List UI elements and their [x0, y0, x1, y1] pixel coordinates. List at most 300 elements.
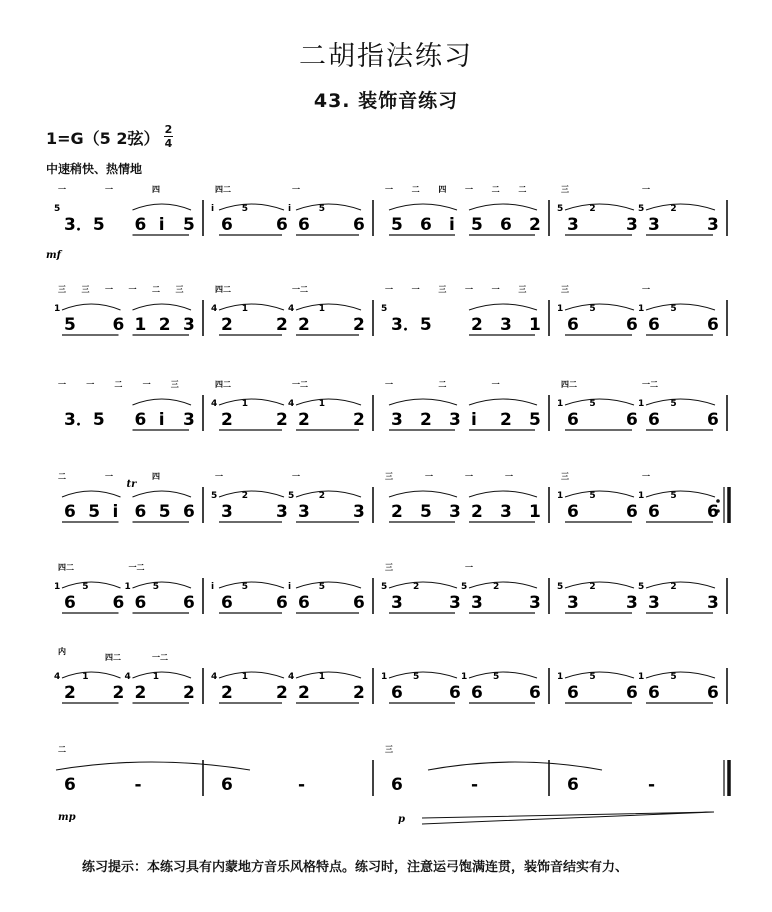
page-title: 二胡指法练习: [299, 41, 473, 72]
fingering-mark: 四二: [58, 563, 74, 572]
note: 6: [221, 215, 233, 235]
note: 2: [276, 315, 288, 335]
fingering-mark: 四二: [215, 185, 231, 194]
slur: [646, 672, 715, 678]
grace-note: 1: [638, 491, 645, 501]
grace-note: 4: [288, 672, 295, 682]
slur: [296, 204, 361, 210]
note: -: [471, 775, 479, 795]
slur: [296, 672, 361, 678]
note: 6: [567, 683, 579, 703]
slur: [296, 399, 361, 405]
slur: [219, 491, 284, 497]
note: 2: [298, 683, 310, 703]
fingering-mark: 一: [642, 472, 650, 481]
grace-note: 4: [288, 399, 295, 409]
slur: [219, 672, 284, 678]
grace-note: 5: [589, 399, 596, 409]
slur: [389, 204, 457, 210]
slur: [646, 491, 715, 497]
practice-hint: 练习提示：本练习具有内蒙地方音乐风格特点。练习时，注意运弓饱满连贯，装饰音结实有力、: [82, 860, 629, 875]
note: 6: [353, 593, 365, 613]
fingering-mark: 一: [105, 285, 113, 294]
slur: [219, 304, 284, 310]
grace-note: 5: [670, 491, 677, 501]
note: 6: [648, 683, 660, 703]
note: 6: [648, 502, 660, 522]
grace-note: 1: [638, 399, 645, 409]
note: i: [471, 410, 477, 430]
fingering-mark: 一二: [128, 563, 145, 572]
slur: [646, 304, 715, 310]
grace-note: 5: [54, 204, 61, 214]
grace-note: 5: [493, 672, 500, 682]
note: 1: [134, 315, 147, 335]
slur: [646, 204, 715, 210]
slur: [469, 582, 537, 588]
slur: [219, 582, 284, 588]
grace-note: 1: [638, 304, 645, 314]
note: i: [112, 502, 119, 522]
grace-note: 1: [318, 304, 326, 314]
fingering-mark: 一: [465, 285, 473, 294]
note: 6: [221, 775, 233, 795]
grace-note: 1: [241, 399, 249, 409]
grace-note: 5: [82, 582, 89, 592]
trill-mark: tr: [126, 479, 137, 490]
note: 3: [391, 410, 403, 430]
slur: [469, 204, 537, 210]
fingering-mark: 内: [58, 647, 66, 656]
slur: [133, 672, 192, 678]
note: 3: [500, 502, 512, 522]
note: 3．5: [64, 410, 105, 430]
note: 6: [707, 315, 719, 335]
fingering-mark: 一: [215, 472, 223, 481]
note: 3．5: [391, 315, 432, 335]
note: 6: [112, 315, 125, 335]
note: 2: [221, 683, 233, 703]
fingering-mark: 三: [561, 472, 569, 481]
grace-note: 5: [557, 582, 564, 592]
fingering-mark: 三: [385, 563, 393, 572]
grace-note: 2: [670, 582, 677, 592]
grace-note: i: [211, 582, 215, 592]
slur: [219, 204, 284, 210]
slur: [646, 399, 715, 405]
slur: [296, 491, 361, 497]
fingering-mark: 一: [105, 472, 113, 481]
grace-note: 1: [318, 399, 326, 409]
fingering-mark: 一: [58, 185, 66, 194]
grace-note: 1: [461, 672, 468, 682]
fingering-mark: 四: [152, 185, 160, 194]
grace-note: 4: [288, 304, 295, 314]
note: 6: [391, 775, 403, 795]
fingering-mark: 二: [58, 472, 66, 481]
fingering-mark: 一: [642, 285, 650, 294]
exercise-title: 43. 装饰音练习: [313, 90, 459, 112]
fingering-mark: 二: [518, 185, 527, 194]
note: 3: [221, 502, 233, 522]
grace-note: 5: [241, 582, 249, 592]
slur: [565, 672, 634, 678]
note: 6: [449, 683, 461, 703]
fingering-mark: 一: [642, 185, 650, 194]
fingering-mark: 一: [105, 185, 113, 194]
note: 2: [391, 502, 403, 522]
fingering-mark: 四二: [215, 380, 231, 389]
note: 2: [420, 410, 432, 430]
fingering-mark: 二: [438, 380, 447, 389]
note: 2: [158, 315, 171, 335]
fingering-mark: 一二: [292, 285, 308, 294]
note: 5: [88, 502, 101, 522]
grace-note: 1: [152, 672, 159, 682]
fingering-mark: 四: [438, 185, 447, 194]
slur: [133, 491, 192, 497]
fingering-mark: 一: [505, 472, 513, 481]
note: 6: [112, 593, 125, 613]
fingering-mark: 一二: [152, 653, 168, 662]
note: 3: [567, 215, 579, 235]
fingering-mark: 二: [152, 285, 160, 294]
grace-note: 5: [381, 304, 388, 314]
grace-note: 5: [241, 204, 249, 214]
fingering-mark: 四二: [215, 285, 231, 294]
grace-note: 2: [493, 582, 500, 592]
grace-note: 5: [288, 491, 295, 501]
grace-note: 5: [589, 491, 596, 501]
note: 6: [567, 775, 579, 795]
note: 2: [183, 683, 195, 703]
note: 6: [276, 215, 288, 235]
grace-note: 1: [557, 672, 564, 682]
grace-note: 4: [54, 672, 61, 682]
fingering-mark: 一: [128, 285, 137, 294]
grace-note: i: [288, 204, 292, 214]
note: 6: [648, 410, 660, 430]
note: 6: [134, 215, 147, 235]
note: 3: [276, 502, 288, 522]
fingering-mark: 一: [292, 472, 300, 481]
note: 6: [134, 410, 147, 430]
grace-note: 5: [670, 304, 677, 314]
note: 6: [276, 593, 288, 613]
grace-note: 5: [318, 582, 326, 592]
grace-note: 1: [557, 304, 564, 314]
grace-note: 2: [318, 491, 326, 501]
tie: [428, 762, 602, 770]
grace-note: 5: [670, 399, 677, 409]
grace-note: 5: [413, 672, 420, 682]
note: 2: [112, 683, 125, 703]
fingering-mark: 三: [170, 380, 179, 389]
fingering-mark: 二: [411, 185, 420, 194]
note: 3: [707, 593, 719, 613]
fingering-mark: 一: [411, 285, 420, 294]
grace-note: 2: [589, 204, 596, 214]
note: 3: [648, 215, 660, 235]
note: 3: [391, 593, 403, 613]
note: 5: [158, 502, 171, 522]
note: 6: [64, 593, 76, 613]
grace-note: 5: [557, 204, 564, 214]
grace-note: 5: [670, 672, 677, 682]
slur: [469, 491, 537, 497]
grace-note: 1: [318, 672, 326, 682]
fingering-mark: 一: [491, 380, 500, 389]
slur: [219, 399, 284, 405]
note: 6: [626, 410, 638, 430]
grace-note: 1: [241, 304, 249, 314]
note: 6: [567, 315, 579, 335]
note: 2: [298, 315, 310, 335]
fingering-mark: 一: [86, 380, 95, 389]
note: 6: [298, 215, 310, 235]
note: 2: [134, 683, 147, 703]
grace-note: i: [288, 582, 292, 592]
note: 3: [626, 215, 638, 235]
note: 2: [353, 410, 365, 430]
note: 2: [353, 683, 365, 703]
grace-note: 4: [211, 304, 218, 314]
slur: [133, 204, 192, 210]
note: 6: [626, 315, 638, 335]
note: 3: [707, 215, 719, 235]
note: i: [449, 215, 455, 235]
note: 6: [134, 502, 147, 522]
note: 3: [449, 593, 461, 613]
note: 3: [183, 410, 195, 430]
fingering-mark: 二: [114, 380, 123, 389]
dynamic-mark: mp: [58, 812, 76, 823]
fingering-mark: 三: [385, 472, 393, 481]
slur: [565, 491, 634, 497]
grace-note: 1: [54, 582, 61, 592]
slur: [469, 399, 537, 405]
fingering-mark: 四二: [561, 380, 577, 389]
note: 6: [134, 593, 147, 613]
fingering-mark: 一: [385, 285, 393, 294]
note: 5: [183, 215, 195, 235]
note: 2: [298, 410, 310, 430]
note: 5: [471, 215, 483, 235]
slur: [646, 582, 715, 588]
note: 6: [353, 215, 365, 235]
slur: [469, 304, 537, 310]
note: 3: [626, 593, 638, 613]
note: 2: [64, 683, 76, 703]
grace-note: 4: [211, 399, 218, 409]
slur: [389, 672, 457, 678]
note: 6: [567, 410, 579, 430]
grace-note: 5: [461, 582, 468, 592]
grace-note: 5: [638, 582, 645, 592]
note: 2: [276, 410, 288, 430]
grace-note: 2: [241, 491, 249, 501]
note: 5: [391, 215, 403, 235]
grace-note: 1: [54, 304, 61, 314]
fingering-mark: 三: [518, 285, 527, 294]
note: 6: [64, 502, 76, 522]
note: 6: [707, 502, 719, 522]
note: 3: [183, 315, 195, 335]
slur: [565, 304, 634, 310]
note: i: [158, 215, 165, 235]
note: 1: [529, 315, 541, 335]
note: 6: [648, 315, 660, 335]
note: 6: [707, 410, 719, 430]
note: 6: [529, 683, 541, 703]
grace-note: 5: [152, 582, 159, 592]
dynamic-mark: mf: [46, 250, 61, 261]
grace-note: 5: [589, 304, 596, 314]
note: 6: [626, 683, 638, 703]
note: 6: [420, 215, 432, 235]
fingering-mark: 三: [81, 285, 90, 294]
note: 2: [276, 683, 288, 703]
key-signature: 1=G（5 2弦）: [46, 129, 160, 148]
grace-note: 1: [557, 491, 564, 501]
dynamic-mark: p: [398, 814, 405, 825]
fingering-mark: 四: [152, 472, 160, 481]
note: i: [158, 410, 165, 430]
fingering-mark: 三: [58, 285, 66, 294]
grace-note: 2: [413, 582, 420, 592]
note: 6: [298, 593, 310, 613]
slur: [62, 672, 121, 678]
slur: [296, 304, 361, 310]
fingering-mark: 三: [561, 185, 569, 194]
grace-note: 4: [124, 672, 131, 682]
grace-note: 1: [638, 672, 645, 682]
note: 3: [567, 593, 579, 613]
slur: [565, 204, 634, 210]
note: 3: [500, 315, 512, 335]
time-signature-bottom: 4: [164, 137, 173, 150]
grace-note: 2: [589, 582, 596, 592]
note: 6: [183, 593, 195, 613]
note: -: [134, 775, 142, 795]
note: 2: [500, 410, 512, 430]
slur: [62, 491, 121, 497]
grace-note: 5: [381, 582, 388, 592]
fingering-mark: 一: [58, 380, 66, 389]
note: 5: [529, 410, 541, 430]
fingering-mark: 一二: [642, 380, 658, 389]
grace-note: 1: [381, 672, 388, 682]
grace-note: 5: [638, 204, 645, 214]
slur: [389, 582, 457, 588]
grace-note: 1: [124, 582, 131, 592]
note: 6: [391, 683, 403, 703]
slur: [62, 582, 121, 588]
note: 5: [64, 315, 76, 335]
fingering-mark: 一: [142, 380, 151, 389]
grace-note: i: [211, 204, 215, 214]
fingering-mark: 四二: [105, 653, 121, 662]
note: 3: [298, 502, 310, 522]
fingering-mark: 一: [385, 185, 393, 194]
note: 6: [626, 502, 638, 522]
fingering-mark: 三: [175, 285, 184, 294]
note: 2: [471, 315, 483, 335]
slur: [62, 304, 121, 310]
fingering-mark: 一: [465, 472, 473, 481]
note: -: [648, 775, 656, 795]
tempo-marking: 中速稍快、热情地: [46, 162, 143, 176]
note: 3: [449, 410, 461, 430]
note: 5: [420, 502, 432, 522]
grace-note: 5: [318, 204, 326, 214]
note: 2: [471, 502, 483, 522]
time-signature-top: 2: [164, 123, 173, 136]
fingering-mark: 一: [465, 563, 473, 572]
note: 6: [64, 775, 76, 795]
fingering-mark: 一二: [292, 380, 308, 389]
note: 3: [648, 593, 660, 613]
note: 3: [529, 593, 541, 613]
note: 2: [221, 410, 233, 430]
fingering-mark: 二: [491, 185, 500, 194]
slur: [133, 304, 192, 310]
fingering-mark: 一: [292, 185, 300, 194]
note: 2: [221, 315, 233, 335]
note: 2: [353, 315, 365, 335]
slur: [133, 582, 192, 588]
grace-note: 1: [557, 399, 564, 409]
grace-note: 1: [241, 672, 249, 682]
fingering-mark: 二: [58, 745, 66, 754]
slur: [565, 582, 634, 588]
note: 3．5: [64, 215, 105, 235]
note: 3: [449, 502, 461, 522]
note: 6: [183, 502, 195, 522]
note: 6: [500, 215, 512, 235]
note: 6: [471, 683, 483, 703]
note: 1: [529, 502, 541, 522]
fingering-mark: 三: [438, 285, 447, 294]
slur: [389, 399, 457, 405]
slur: [296, 582, 361, 588]
grace-note: 2: [670, 204, 677, 214]
fingering-mark: 一: [425, 472, 433, 481]
fingering-mark: 一: [491, 285, 500, 294]
grace-note: 5: [589, 672, 596, 682]
fingering-mark: 一: [385, 380, 393, 389]
note: 6: [221, 593, 233, 613]
grace-note: 1: [82, 672, 89, 682]
note: 3: [353, 502, 365, 522]
slur: [133, 399, 192, 405]
fingering-mark: 三: [385, 745, 393, 754]
fingering-mark: 三: [561, 285, 569, 294]
grace-note: 4: [211, 672, 218, 682]
fingering-mark: 一: [465, 185, 473, 194]
tie: [56, 762, 250, 770]
note: 6: [567, 502, 579, 522]
slur: [565, 399, 634, 405]
note: 3: [471, 593, 483, 613]
slur: [389, 491, 457, 497]
note: 6: [707, 683, 719, 703]
note: 2: [529, 215, 541, 235]
diminuendo-hairpin: [422, 812, 714, 824]
slur: [469, 672, 537, 678]
grace-note: 5: [211, 491, 218, 501]
note: -: [298, 775, 306, 795]
